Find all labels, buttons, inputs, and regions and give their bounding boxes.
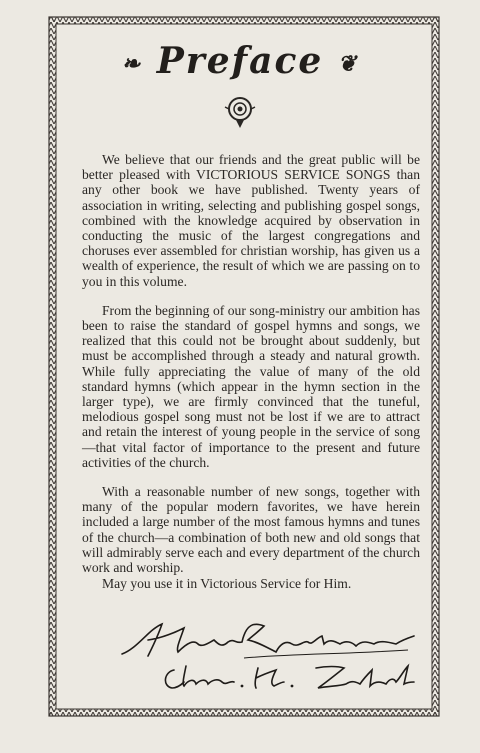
title-block	[0, 40, 480, 82]
left-ornament-icon: ❧	[121, 51, 143, 77]
paragraph-3: With a reasonable number of new songs, together with many of the popular modern favorites, we have herein included a large number of the most famous hymns and tunes of the church—a combination of both new and old songs that will admirably serve each and every department of the church work and worship.	[82, 484, 420, 576]
closing-line: May you use it in Victorious Service for Him.	[102, 576, 352, 591]
title-text: Preface	[156, 40, 324, 82]
medallion-ornament-icon	[224, 95, 256, 134]
right-ornament-icon: ❦	[337, 51, 359, 77]
page-title	[122, 40, 359, 82]
preface-body	[82, 152, 420, 589]
signature-homer-rodeheaver	[118, 618, 418, 660]
signature-chas-h-gabriel	[160, 660, 416, 694]
paragraph-2: From the beginning of our song-ministry our ambition has been to raise the standard of gospel hymns and songs, we realized that this could not be brought about suddenly, but must be accomplished through a steady and natural growth. While fully appreciating the value of many of the old standard hymns (which appear in the hymn section in the larger type), we are firmly convinced that the tuneful, melodious gospel song must not be lost if we are to attract and retain the interest of young people in the service of song—that vital factor of importance to the present and future activities of the church.	[82, 302, 420, 470]
paragraph-1: We believe that our friends and the great public will be better pleased with VICTORIOUS SERVICE SONGS than any other book we have published. Twenty years of association in writing, selecting and publishing gospel songs, combined with the knowledge acquired by observation in conducting the music of the largest congregations and choruses ever assembled for christian worship, has given us a wealth of experience, the result of which we are passing on to you in this volume.	[82, 152, 420, 289]
